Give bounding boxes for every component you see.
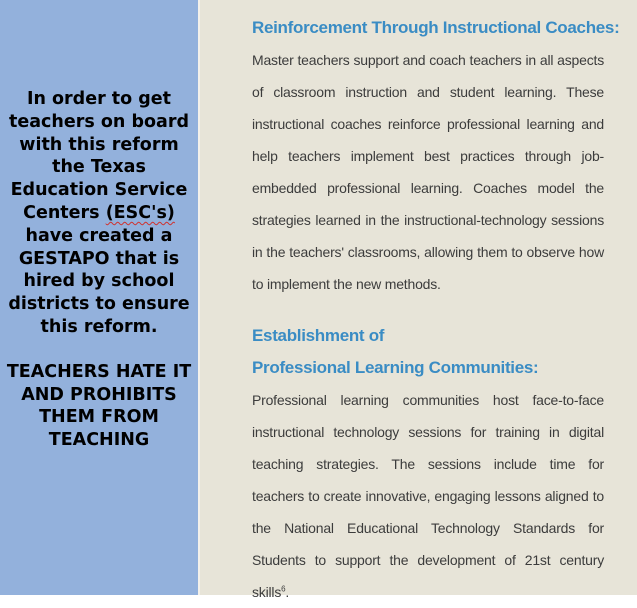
callout-paragraph-2: TEACHERS HATE IT AND PROHIBITS THEM FROM TEACHING — [6, 361, 192, 451]
section-2-body-end: . — [285, 584, 290, 600]
footnote-marker: 6 — [281, 584, 286, 594]
callout-paragraph-1 — [6, 88, 192, 339]
section-learning-communities — [252, 320, 604, 608]
section-1-body: Master teachers support and coach teachers in all aspects of classroom instruction and student learning. These instructional coaches reinforce professional learning and help teachers implement best practices through job-embedded professional learning. Coaches model the strategies learned in the instructional-technology sessions in the teachers' classrooms, allowing them to observe how to implement the new methods. — [252, 52, 604, 292]
section-2-body-text: Professional learning communities host face-to-face instructional technology sessions for training in digital teaching strategies. The sessions include time for teachers to create innovative, engaging lessons aligned to the National Educational Technology Standards for Students to support the development of 21st century skills — [252, 392, 604, 600]
callout-text-before: In order to get teachers on board with this reform the Texas Education Service Centers — [9, 89, 189, 223]
section-1-heading: Reinforcement Through Instructional Coaches: — [252, 18, 620, 37]
document-panel — [200, 0, 637, 600]
callout-spacer — [6, 339, 192, 361]
callout-text-after: have created a GESTAPO that is hired by school districts to ensure this reform. — [8, 225, 190, 337]
section-instructional-coaches — [252, 12, 619, 300]
spellcheck-flagged-word: (ESC's) — [105, 202, 175, 223]
section-2-heading-line-2: Professional Learning Communities: — [252, 358, 539, 377]
section-2-body — [252, 384, 604, 608]
callout-panel — [0, 0, 198, 595]
section-2-heading-line-1: Establishment of — [252, 326, 385, 345]
